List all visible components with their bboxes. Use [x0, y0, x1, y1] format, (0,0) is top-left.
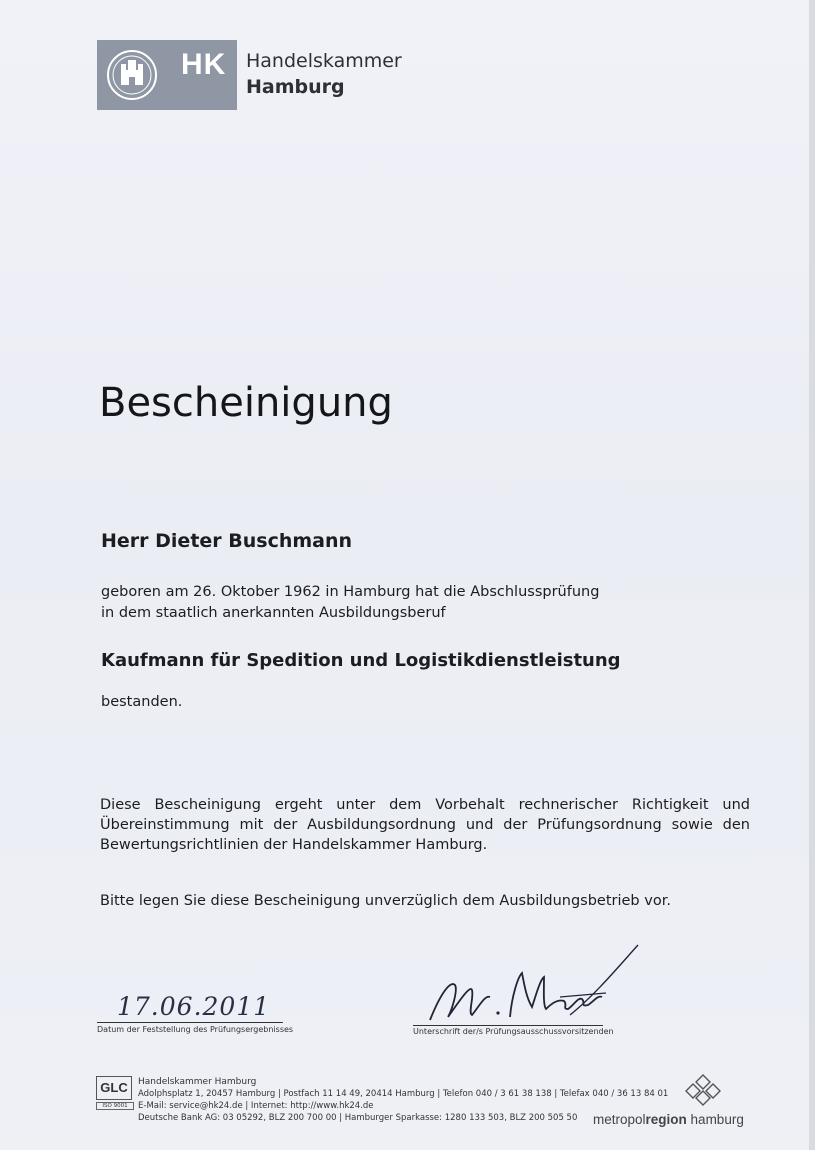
hamburg-seal-icon: [97, 40, 167, 110]
handwritten-date: 17.06.2011: [117, 992, 271, 1021]
hk-logo: [97, 40, 237, 110]
metro-prefix: metropol: [593, 1112, 646, 1127]
glc-iso-label: ISO 9001: [96, 1102, 134, 1110]
glc-certification-badge: [96, 1076, 132, 1126]
footer-contact: [138, 1076, 668, 1124]
paper-edge: [809, 0, 815, 1150]
footer-address: Adolphsplatz 1, 20457 Hamburg | Postfach 11 14 49, 20414 Hamburg | Telefon 040 / 3 61 38 138 | Telefax 040 / 36 13 84 01: [138, 1089, 669, 1099]
metropolregion-icon: [683, 1072, 723, 1108]
handwritten-signature: [410, 935, 650, 1030]
exam-result: bestanden.: [101, 694, 183, 710]
date-label: Datum der Feststellung des Prüfungsergebnisses: [97, 1025, 294, 1034]
birth-line-2: in dem staatlich anerkannten Ausbildungsberuf: [101, 605, 446, 621]
metro-suffix: hamburg: [686, 1112, 744, 1127]
signature-line: [413, 1025, 603, 1026]
birth-statement: [101, 582, 621, 624]
document-title: Bescheinigung: [99, 380, 393, 426]
profession: Kaufmann für Spedition und Logistikdienstleistung: [101, 650, 621, 671]
recipient-name: Herr Dieter Buschmann: [101, 530, 353, 552]
metro-bold: region: [645, 1112, 687, 1127]
birth-line-1: geboren am 26. Oktober 1962 in Hamburg hat die Abschlussprüfung: [101, 584, 600, 600]
footer-contact-line: E-Mail: service@hk24.de | Internet: http://www.hk24.de: [138, 1101, 374, 1111]
footer-bank: Deutsche Bank AG: 03 05292, BLZ 200 700 00 | Hamburger Sparkasse: 1280 133 503, BLZ 200 505 50: [138, 1113, 578, 1123]
metropolregion-wordmark: [593, 1112, 744, 1127]
date-line: [97, 1022, 283, 1023]
glc-label: GLC: [96, 1076, 132, 1100]
footer-org: Handelskammer Hamburg: [138, 1077, 257, 1087]
signature-label: Unterschrift der/s Prüfungsausschussvorsitzenden: [413, 1027, 614, 1036]
org-name-line1: Handelskammer: [246, 50, 402, 72]
disclaimer-text: Diese Bescheinigung ergeht unter dem Vorbehalt rechnerischer Richtigkeit und Übereinstimmung mit der Ausbildungsordnung und der Prüfungsordnung sowie den Bewertungsrichtlinien der Handelskammer Hamburg.: [100, 797, 750, 853]
notice-text: Bitte legen Sie diese Bescheinigung unverzüglich dem Ausbildungsbetrieb vor.: [100, 893, 671, 909]
org-name-line2: Hamburg: [246, 76, 345, 98]
logo-abbreviation: HK: [181, 48, 227, 81]
